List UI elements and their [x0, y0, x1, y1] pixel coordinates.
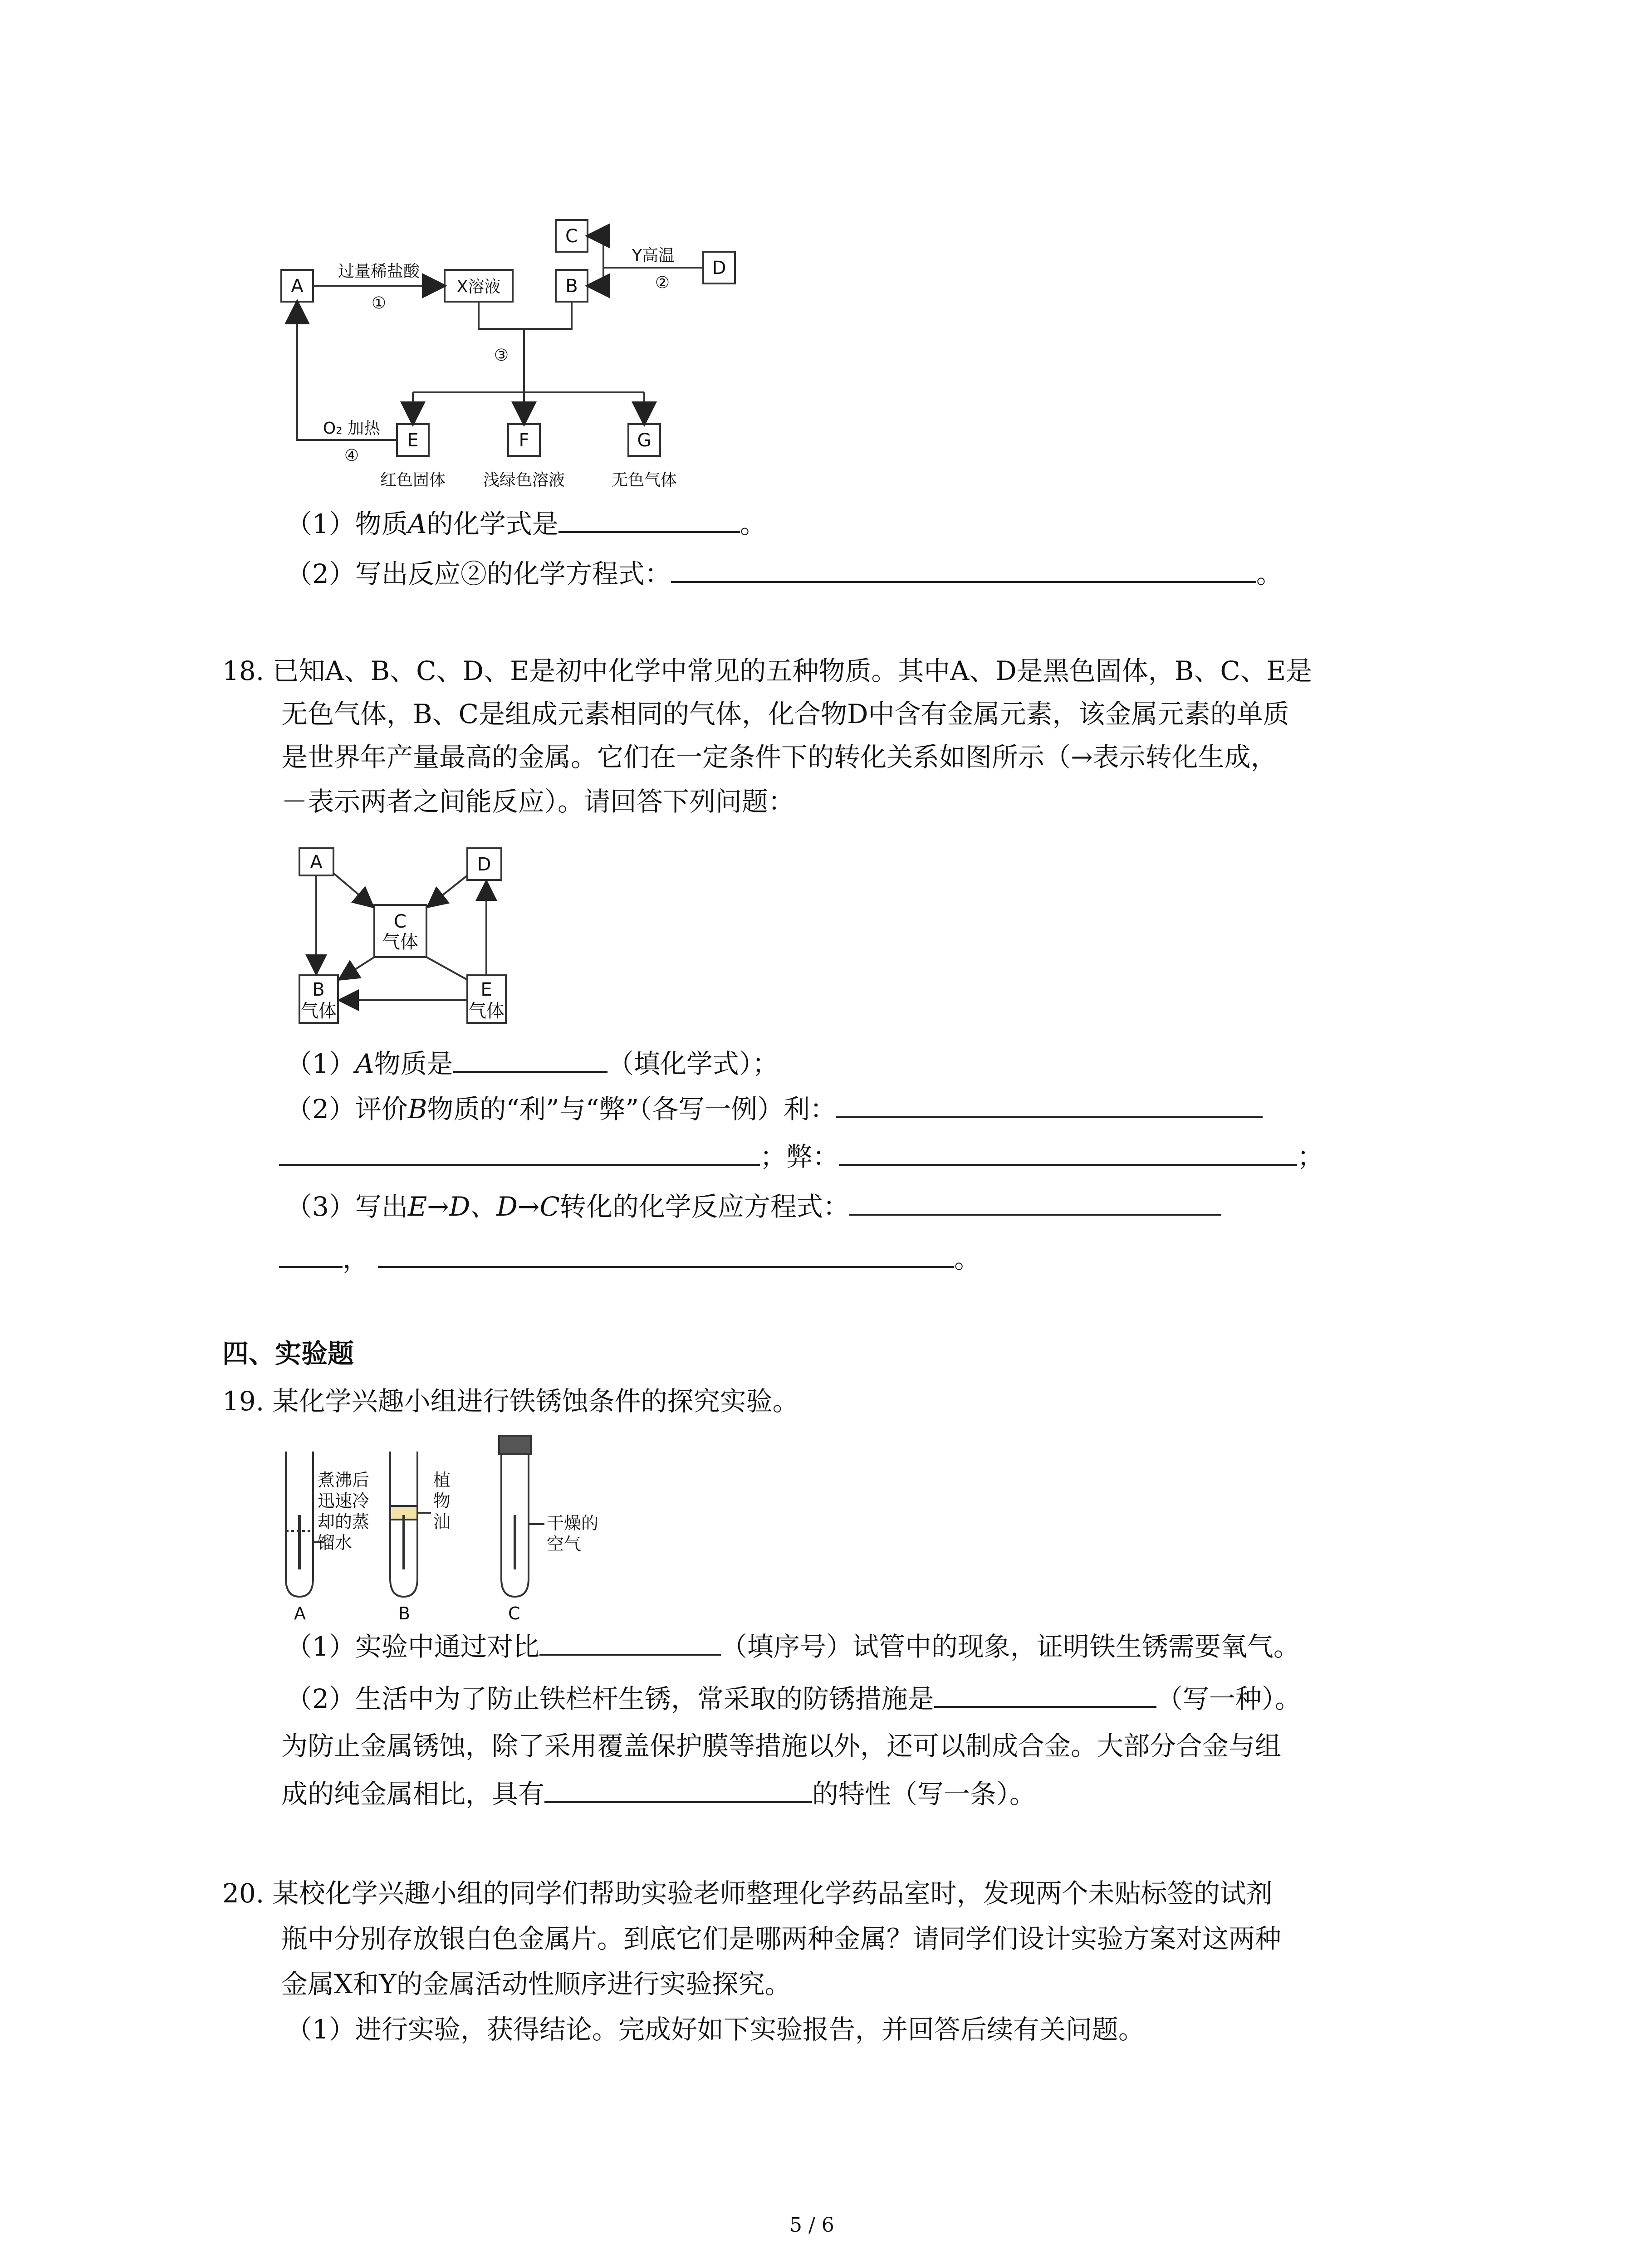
- q19-part2-line3: 成的纯金属相比，具有 的特性（写一条）。: [281, 1779, 1036, 1809]
- node-C-gas: 气体: [382, 932, 418, 953]
- q18-equation1-blank-cont[interactable]: [279, 1245, 343, 1268]
- box-B: B: [565, 276, 578, 297]
- box-E: E: [407, 430, 419, 451]
- page-number: 5 / 6: [789, 2214, 834, 2237]
- q20-line3: 金属X和Y的金属活动性顺序进行实验探究。: [281, 1969, 791, 1999]
- q17-answer1-blank[interactable]: [558, 510, 740, 533]
- q19-answer2-blank[interactable]: [934, 1685, 1156, 1708]
- q18-part1: （1）A物质是 （填化学式）；: [286, 1048, 779, 1079]
- edge2-num: ②: [655, 274, 670, 292]
- q20-line2: 瓶中分别存放银白色金属片。到底它们是哪两种金属？请同学们设计实验方案对这两种: [281, 1923, 1282, 1954]
- edge1-label: 过量稀盐酸: [338, 262, 420, 281]
- q18-equation1-blank[interactable]: [849, 1193, 1221, 1216]
- box-G: G: [637, 430, 652, 451]
- tube-B-letter: B: [398, 1603, 411, 1623]
- q18-part2-cont: ；弊： ；: [279, 1143, 1323, 1170]
- tube-B-label: 植 物 油: [433, 1470, 451, 1532]
- box-A: A: [291, 276, 304, 297]
- node-B-letter: B: [312, 979, 325, 1000]
- tube-A-letter: A: [294, 1603, 306, 1623]
- edge3-num: ③: [494, 346, 509, 365]
- edge1-num: ①: [371, 294, 387, 313]
- q18-part2: （2）评价B物质的“利”与“弊”（各写一例）利：: [286, 1095, 1263, 1122]
- caption-E: 红色固体: [380, 471, 446, 489]
- q19-answer1-blank[interactable]: [539, 1633, 721, 1656]
- q19-part2-line2: 为防止金属锈蚀，除了采用覆盖保护膜等措施以外，还可以制成合金。大部分合金与组: [281, 1730, 1282, 1761]
- q18-line4: －表示两者之间能反应）。请回答下列问题：: [281, 786, 795, 817]
- box-F: F: [519, 430, 529, 451]
- q18-answer1-blank[interactable]: [453, 1050, 607, 1073]
- caption-F: 浅绿色溶液: [483, 471, 565, 489]
- section-title: 四、实验题: [222, 1338, 354, 1369]
- q19-line1: 19. 某化学兴趣小组进行铁锈蚀条件的探究实验。: [222, 1386, 799, 1417]
- q19-part1: （1）实验中通过对比 （填序号）试管中的现象，证明铁生锈需要氧气。: [286, 1631, 1300, 1662]
- edge4-label: O₂ 加热: [323, 419, 381, 438]
- q18-benefit-blank[interactable]: [836, 1095, 1263, 1118]
- node-D: D: [477, 854, 491, 875]
- node-B-gas: 气体: [300, 1001, 337, 1022]
- node-C-letter: C: [394, 911, 407, 932]
- q20-line4: （1）进行实验，获得结论。完成好如下实验报告，并回答后续有关问题。: [286, 2014, 1145, 2045]
- q19-answer3-blank[interactable]: [544, 1780, 812, 1803]
- q18-benefit-blank-cont[interactable]: [279, 1143, 760, 1166]
- q20-line1: 20. 某校化学兴趣小组的同学们帮助实验老师整理化学药品室时，发现两个未贴标签的试剂: [222, 1878, 1273, 1909]
- edge4-num: ④: [344, 446, 359, 465]
- tube-C-label: 干燥的 空气: [547, 1513, 599, 1554]
- q18-line3: 是世界年产量最高的金属。它们在一定条件下的转化关系如图所示（→表示转化生成，: [281, 742, 1277, 772]
- q18-harm-blank[interactable]: [839, 1143, 1297, 1166]
- caption-G: 无色气体: [611, 471, 677, 489]
- tube-C-letter: C: [508, 1603, 520, 1623]
- edge2-label: Y高温: [632, 246, 675, 265]
- flow-diagram-17: [272, 213, 771, 494]
- box-C: C: [565, 226, 578, 247]
- conversion-diagram-18: [290, 839, 526, 1034]
- box-X: X溶液: [456, 278, 501, 296]
- q17-part1: （1）物质A的化学式是 。: [286, 508, 766, 539]
- q18-line2: 无色气体，B、C是组成元素相同的气体，化合物D中含有金属元素，该金属元素的单质: [281, 699, 1289, 729]
- tube-A-label: 煮沸后 迅速冷 却的蒸 馏水: [318, 1470, 370, 1553]
- q18-part3: （3）写出E→D、D→C转化的化学反应方程式：: [286, 1193, 1221, 1220]
- q18-equation2-blank[interactable]: [378, 1245, 954, 1268]
- node-E-gas: 气体: [468, 1001, 505, 1022]
- node-E-letter: E: [480, 979, 492, 1000]
- q18-line1: 18. 已知A、B、C、D、E是初中化学中常见的五种物质。其中A、D是黑色固体，B、C、E是: [222, 655, 1313, 686]
- q17-part2: （2）写出反应②的化学方程式： 。: [286, 558, 1283, 589]
- box-D: D: [712, 258, 726, 279]
- q17-answer2-blank[interactable]: [671, 560, 1256, 583]
- q18-part3-cont: ， 。: [279, 1245, 980, 1272]
- node-A: A: [310, 852, 323, 873]
- q19-part2: （2）生活中为了防止铁栏杆生锈，常采取的防锈措施是 （写一种）。: [286, 1683, 1301, 1714]
